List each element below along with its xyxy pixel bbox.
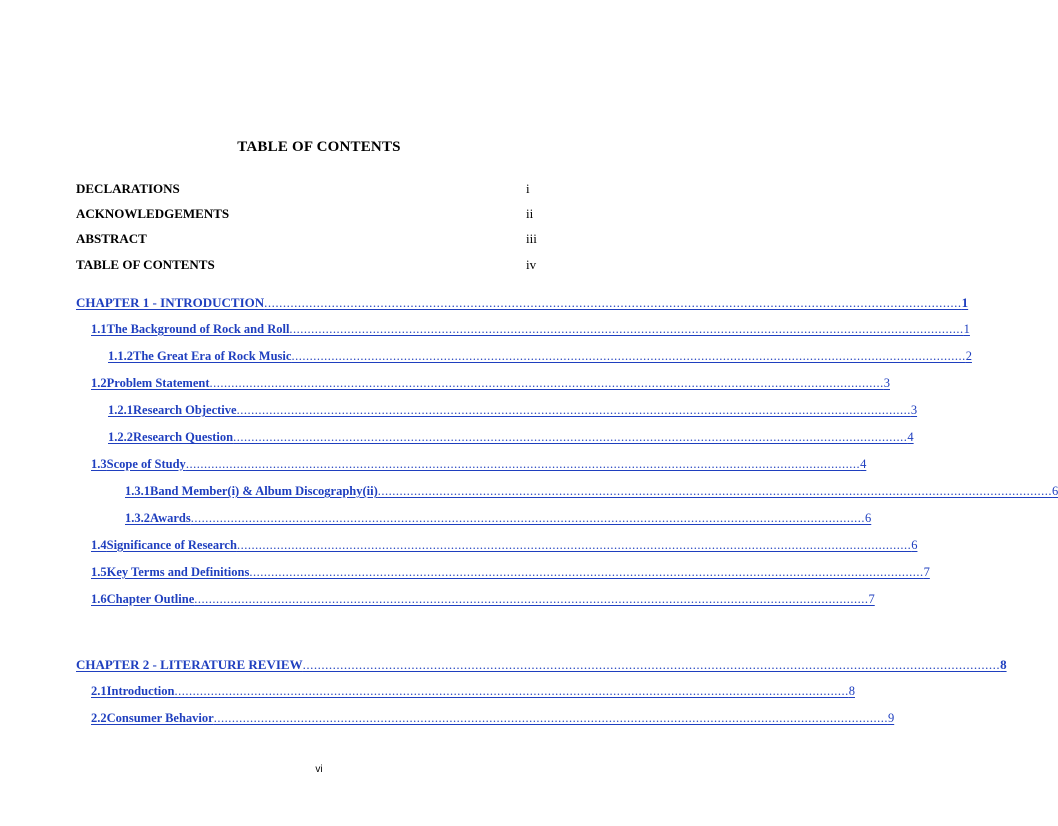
toc-label: Problem Statement: [106, 376, 210, 390]
toc-link-1-2-2[interactable]: [108, 430, 914, 445]
toc-label: Scope of Study: [106, 457, 186, 471]
toc-label: CHAPTER 1 - INTRODUCTION: [76, 295, 265, 310]
toc-link-2-1[interactable]: [91, 684, 855, 699]
toc-page: 6: [865, 511, 872, 525]
toc-front-acknowledgements[interactable]: [76, 206, 546, 222]
toc-link-1-6[interactable]: [91, 592, 875, 607]
toc-label: Awards: [150, 511, 191, 525]
dot-leader: ..........................................................................................................................................................................................: [377, 484, 1053, 498]
toc-label: Introduction: [106, 684, 175, 698]
toc-number: 1.2.1: [108, 403, 133, 417]
toc-link-2-2[interactable]: [91, 711, 895, 726]
toc-link-1-3[interactable]: [91, 457, 867, 472]
toc-link-1-1[interactable]: [91, 322, 970, 337]
front-page: iv: [526, 257, 537, 272]
toc-label: The Great Era of Rock Music: [133, 349, 292, 363]
toc-label: Research Question: [133, 430, 234, 444]
toc-number: 1.3.1: [125, 484, 150, 498]
toc-number: 1.2.2: [108, 430, 133, 444]
toc-number: 1.2: [91, 376, 107, 390]
dot-leader: ..........................................................................................................................................................................................: [213, 711, 888, 725]
toc-link-chapter-2[interactable]: [76, 657, 1007, 673]
toc-link-1-2[interactable]: [91, 376, 890, 391]
toc-label: Consumer Behavior: [106, 711, 214, 725]
toc-link-1-2-1[interactable]: [108, 403, 918, 418]
toc-page: 7: [868, 592, 875, 606]
toc-front-table-of-contents[interactable]: [76, 257, 546, 273]
dot-leader: ..........................................................................................................................................................................................: [291, 349, 966, 363]
toc-link-1-1-2[interactable]: [108, 349, 972, 364]
front-page: iii: [526, 231, 537, 246]
toc-label: Research Objective: [133, 403, 237, 417]
toc-link-1-5[interactable]: [91, 565, 930, 580]
toc-page: 3: [883, 376, 890, 390]
front-page: i: [526, 181, 530, 196]
dot-leader: ..........................................................................................................................................................................................: [209, 376, 884, 390]
toc-number: 1.6: [91, 592, 107, 606]
dot-leader: ..........................................................................................................................................................................................: [185, 457, 861, 471]
page-number-footer: vi: [315, 764, 323, 775]
dot-leader: ..........................................................................................................................................................................................: [233, 430, 908, 444]
toc-front-declarations[interactable]: [76, 181, 546, 197]
toc-number: 1.5: [91, 565, 107, 579]
toc-label: Key Terms and Definitions: [106, 565, 250, 579]
dot-leader: ..........................................................................................................................................................................................: [236, 403, 911, 417]
toc-front-abstract[interactable]: [76, 231, 546, 247]
toc-number: 2.1: [91, 684, 107, 698]
toc-page: 8: [848, 684, 855, 698]
toc-link-1-4[interactable]: [91, 538, 918, 553]
front-label: ACKNOWLEDGEMENTS: [76, 206, 230, 221]
toc-label: The Background of Rock and Roll: [106, 322, 290, 336]
dot-leader: ..........................................................................................................................................................................................: [194, 592, 869, 606]
dot-leader: ..........................................................................................................................................................................................: [174, 684, 849, 698]
toc-page: 6: [911, 538, 918, 552]
toc-label: Chapter Outline: [106, 592, 195, 606]
front-label: DECLARATIONS: [76, 181, 180, 196]
toc-number: 1.1: [91, 322, 107, 336]
dot-leader: ..........................................................................................................................................................................................: [190, 511, 865, 525]
toc-link-1-3-2[interactable]: [125, 511, 872, 526]
dot-leader: ..........................................................................................................................................................................................: [236, 538, 912, 552]
toc-label: Band Member(i) & Album Discography(ii): [150, 484, 378, 498]
dot-leader: ..........................................................................................................................................................................................: [249, 565, 924, 579]
toc-label: CHAPTER 2 - LITERATURE REVIEW: [76, 657, 303, 672]
front-label: TABLE OF CONTENTS: [76, 257, 215, 272]
toc-page: 1: [963, 322, 970, 336]
toc-number: 1.3: [91, 457, 107, 471]
dot-leader: ..........................................................................................................................................................................................: [289, 322, 964, 336]
dot-leader: ..........................................................................................................................................................................................: [264, 295, 962, 310]
dot-leader: ..........................................................................................................................................................................................: [302, 657, 1001, 672]
toc-number: 1.3.2: [125, 511, 150, 525]
toc-page: 4: [907, 430, 914, 444]
toc-number: 1.1.2: [108, 349, 133, 363]
toc-label: Significance of Research: [106, 538, 237, 552]
toc-number: 1.4: [91, 538, 107, 552]
toc-page: 4: [860, 457, 867, 471]
toc-page: 1: [961, 295, 969, 310]
front-page: ii: [526, 206, 534, 221]
toc-page: 8: [1000, 657, 1007, 672]
toc-number: 2.2: [91, 711, 107, 725]
page-title: TABLE OF CONTENTS: [237, 139, 401, 155]
toc-page: 6: [1052, 484, 1058, 498]
toc-page: 7: [923, 565, 930, 579]
front-label: ABSTRACT: [76, 231, 147, 246]
toc-link-chapter-1[interactable]: [76, 295, 969, 311]
toc-page: 3: [910, 403, 918, 417]
toc-page: 9: [887, 711, 895, 725]
toc-link-1-3-1[interactable]: [125, 484, 1058, 499]
toc-page: 2: [965, 349, 972, 363]
